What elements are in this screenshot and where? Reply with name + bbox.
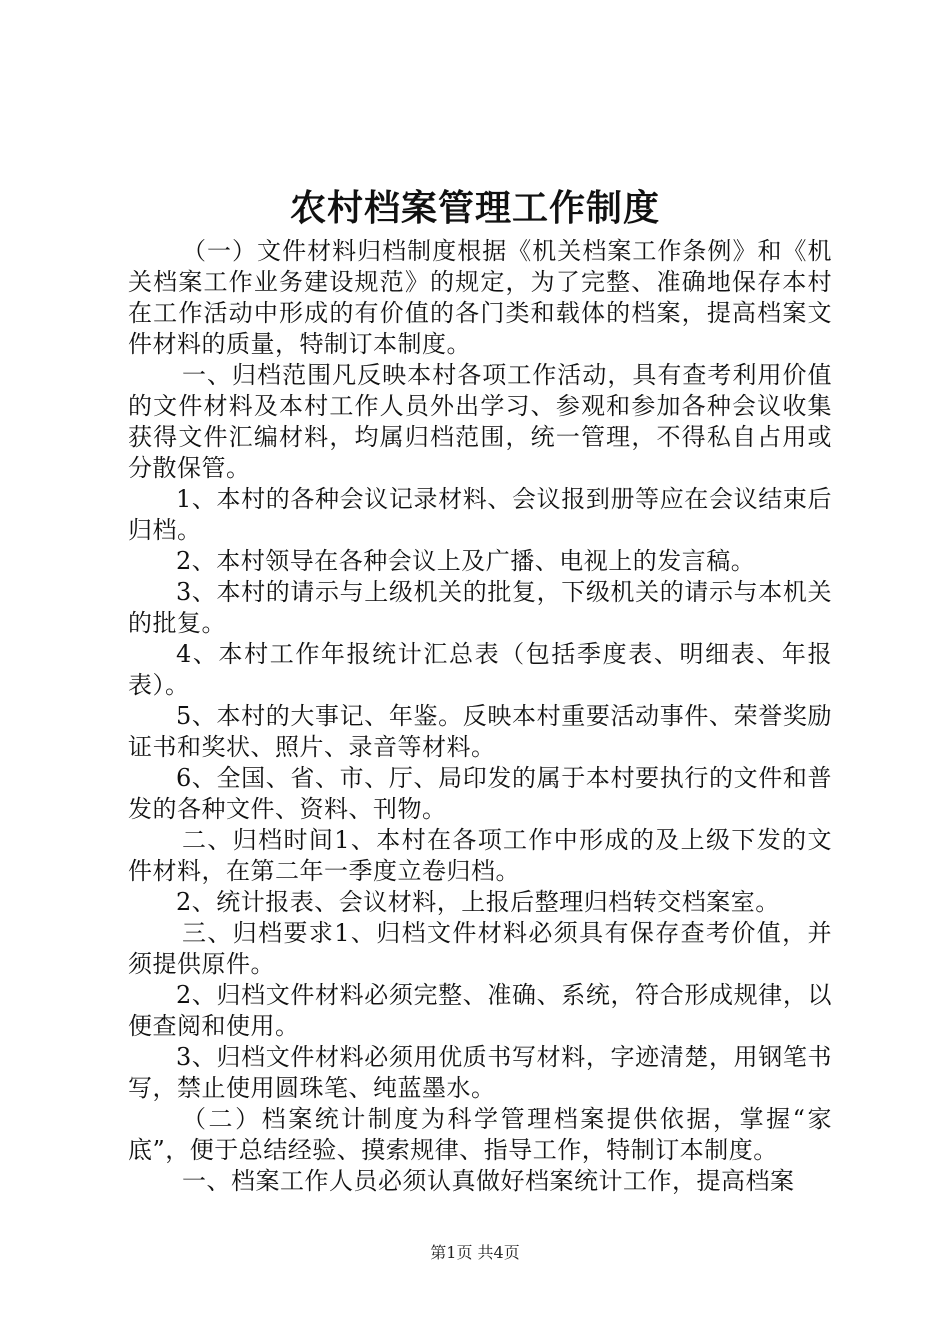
paragraph: 一、档案工作人员必须认真做好档案统计工作，提高档案: [182, 1167, 795, 1195]
paragraph: 二、归档时间1、本村在各项工作中形成的及上级下发的文件材料，在第二年一季度立卷归档。: [128, 826, 832, 885]
page-footer: 第1页 共4页: [430, 1243, 520, 1262]
paragraph: 2、统计报表、会议材料，上报后整理归档转交档案室。: [176, 888, 780, 916]
paragraph: 三、归档要求1、归档文件材料必须具有保存查考价值，并须提供原件。: [128, 919, 832, 978]
paragraph: 4、本村工作年报统计汇总表（包括季度表、明细表、年报表）。: [128, 640, 832, 699]
paragraph: 5、本村的大事记、年鉴。反映本村重要活动事件、荣誉奖励证书和奖状、照片、录音等材料。: [128, 702, 832, 761]
paragraph: （一）文件材料归档制度根据《机关档案工作条例》和《机关档案工作业务建设规范》的规定，为了完整、准确地保存本村在工作活动中形成的有价值的各门类和载体的档案，提高档案文件材料的质量，特制订本制度。: [128, 237, 832, 358]
paragraph: 一、归档范围凡反映本村各项工作活动，具有查考利用价值的文件材料及本村工作人员外出学习、参观和参加各种会议收集获得文件汇编材料，均属归档范围，统一管理，不得私自占用或分散保管。: [128, 361, 832, 482]
document-body: [128, 236, 832, 1197]
paragraph: 6、全国、省、市、厅、局印发的属于本村要执行的文件和普发的各种文件、资料、刊物。: [128, 764, 832, 823]
paragraph: 2、本村领导在各种会议上及广播、电视上的发言稿。: [176, 547, 756, 575]
paragraph: 1、本村的各种会议记录材料、会议报到册等应在会议结束后归档。: [128, 485, 832, 544]
paragraph: 3、归档文件材料必须用优质书写材料，字迹清楚，用钢笔书写，禁止使用圆珠笔、纯蓝墨水。: [128, 1043, 832, 1102]
document-title: 农村档案管理工作制度: [289, 187, 660, 229]
paragraph: （二）档案统计制度为科学管理档案提供依据，掌握“家底”，便于总结经验、摸索规律、指导工作，特制订本制度。: [128, 1105, 832, 1164]
paragraph: 2、归档文件材料必须完整、准确、系统，符合形成规律，以便查阅和使用。: [128, 981, 832, 1040]
paragraph: 3、本村的请示与上级机关的批复，下级机关的请示与本机关的批复。: [128, 578, 832, 637]
